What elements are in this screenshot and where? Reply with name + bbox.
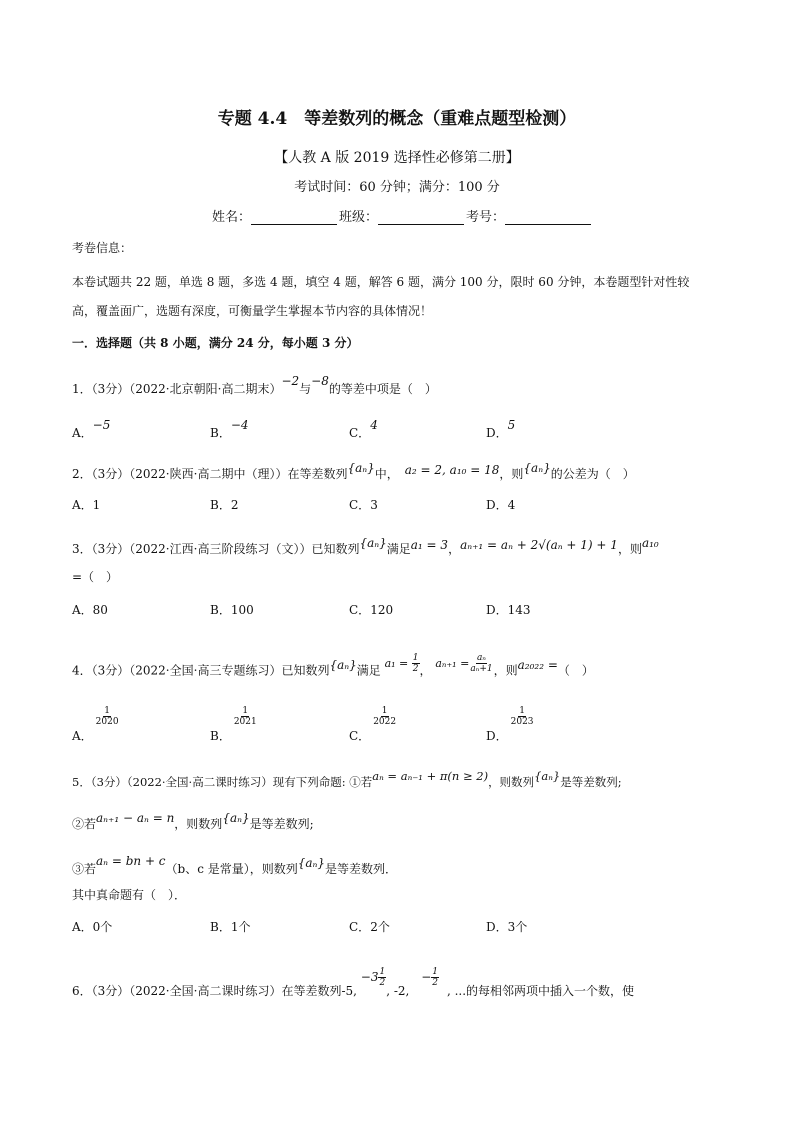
option-frac <box>372 706 397 727</box>
frac-den: aₙ+1 <box>470 664 493 674</box>
option-label: A． <box>72 426 93 440</box>
frac-den: 2 <box>412 664 419 674</box>
option-label: C． <box>349 729 371 743</box>
option-value: 100 <box>230 603 254 617</box>
q1-option-a[interactable] <box>72 418 111 441</box>
option-value: 3 <box>370 498 378 512</box>
q6-sign: − <box>421 970 432 984</box>
q4-cond-2 <box>435 653 493 674</box>
q5-option-d[interactable] <box>486 918 527 935</box>
q5-l2-a: ②若 <box>72 817 97 831</box>
frac-den: 2023 <box>510 717 534 727</box>
q1-option-b[interactable] <box>210 418 249 441</box>
q3-option-a[interactable] <box>72 601 108 618</box>
option-value: 120 <box>370 603 394 617</box>
frac-num: 1 <box>242 706 249 716</box>
option-label: D． <box>486 603 508 617</box>
q5-line-2 <box>72 811 314 833</box>
q4-text-4: （ ） <box>557 663 594 678</box>
option-frac <box>510 706 535 727</box>
frac-num: 1 <box>379 967 386 977</box>
q5-seq: {aₙ} <box>534 769 561 783</box>
edition-subtitle: 【人教 A 版 2019 选择性必修第二册】 <box>274 150 520 166</box>
q4-option-a[interactable] <box>72 706 120 743</box>
q6-frac-1 <box>378 967 386 988</box>
option-label: B． <box>210 426 231 440</box>
q5-l3-a: ③若 <box>72 862 97 876</box>
q3-cond-2: aₙ₊₁ = aₙ + 2√(aₙ + 1) + 1 <box>460 538 618 552</box>
q2-condition: a₂ = 2, a₁₀ = 18 <box>404 463 500 477</box>
q1-math-1: −2 <box>281 374 300 388</box>
q5-l3-b: （b、c 是常量），则数列 <box>165 862 298 876</box>
q5-seq-2: {aₙ} <box>222 811 250 825</box>
student-info-row <box>212 206 593 225</box>
q2-text-1: 中， <box>374 467 399 481</box>
q2-option-d[interactable] <box>486 496 515 513</box>
frac-num: 1 <box>432 967 438 977</box>
option-value: 1 <box>92 498 101 512</box>
option-label: D． <box>486 920 508 934</box>
option-value: 80 <box>92 603 108 617</box>
option-value: 143 <box>507 603 531 617</box>
q2-seq: {aₙ} <box>347 461 375 475</box>
q5-cond-2: aₙ₊₁ − aₙ = n <box>96 811 175 825</box>
q4-text-2: ， <box>419 663 432 678</box>
q5-seq-3: {aₙ} <box>297 856 326 870</box>
q2-stem: 2．（3分）（2022·陕西·高二期中（理））在等差数列 <box>72 467 348 481</box>
q4-stem: 4．（3分）（2022·全国·高三专题练习）已知数列 <box>72 663 330 678</box>
frac-den: 2 <box>432 978 438 988</box>
q4-cond-1 <box>384 653 420 674</box>
page-title: 专题 4.4 等差数列的概念（重难点题型检测） <box>217 109 577 129</box>
q1-option-d[interactable] <box>486 418 516 441</box>
q5-l2-c: 是等差数列; <box>249 817 314 831</box>
q6-negative-fraction <box>421 967 439 988</box>
question-2 <box>72 461 635 483</box>
option-label: A． <box>72 603 93 617</box>
frac-num: aₙ <box>476 653 486 663</box>
q3-cond-1: a₁ = 3 <box>410 538 449 552</box>
option-label: B． <box>210 603 231 617</box>
question-1 <box>72 374 437 398</box>
option-value: 5 <box>507 418 516 432</box>
q4-cond-2-left: aₙ₊₁ = <box>435 656 470 670</box>
q3-option-b[interactable] <box>210 601 254 618</box>
q5-cond-1: aₙ = aₙ₋₁ + π(n ≥ 2) <box>372 769 489 783</box>
q6-text-1: , -2, <box>386 984 410 998</box>
q4-text-3: ，则 <box>493 663 518 678</box>
q2-option-c[interactable] <box>349 496 378 513</box>
q5-option-b[interactable] <box>210 918 250 935</box>
option-label: C． <box>349 426 371 440</box>
frac-num: 1 <box>104 706 110 716</box>
q3-line-2: =（ ） <box>72 570 119 584</box>
info-line-1: 本卷试题共 22 题，单选 8 题，多选 4 题，填空 4 题，解答 6 题，满分 100 分，限时 60 分钟，本卷题型针对性较 <box>72 275 690 289</box>
option-label: C． <box>349 920 371 934</box>
info-line-2: 高，覆盖面广，选题有深度，可衡量学生掌握本节内容的具体情况！ <box>72 304 433 318</box>
frac-den: 2 <box>379 978 386 988</box>
class-label: 班级： <box>339 210 379 225</box>
q5-text-2: 是等差数列; <box>560 775 622 789</box>
option-value: 0个 <box>92 920 113 934</box>
option-value: 4 <box>370 418 378 432</box>
q1-option-c[interactable] <box>349 418 378 441</box>
q4-seq: {aₙ} <box>329 657 357 672</box>
option-label: D． <box>486 729 508 743</box>
q4-option-b[interactable] <box>210 706 258 743</box>
option-label: D． <box>486 498 508 512</box>
q6-frac-2 <box>431 967 439 988</box>
q5-l3-c: 是等差数列． <box>325 862 398 876</box>
class-field[interactable] <box>378 208 464 225</box>
frac-num: 1 <box>381 706 388 716</box>
q4-cond-3: a₂₀₂₂ = <box>517 657 558 672</box>
q5-stem: 5．（3分）（2022·全国·高二课时练习）现有下列命题: ①若 <box>72 775 373 789</box>
info-heading: 考卷信息： <box>72 241 133 255</box>
q4-cond-2-frac <box>469 653 493 674</box>
q5-text-1: ，则数列 <box>488 775 535 789</box>
q1-stem: 1．（3分）（2022·北京朝阳·高二期末） <box>72 382 282 396</box>
q2-option-b[interactable] <box>210 496 238 513</box>
frac-den: 2020 <box>95 717 119 727</box>
option-label: A． <box>72 729 93 743</box>
q5-option-c[interactable] <box>349 918 390 935</box>
q6-mixed-number <box>360 967 386 988</box>
option-value: −4 <box>230 418 249 432</box>
q6-whole: −3 <box>360 970 379 984</box>
option-value: 1个 <box>230 920 251 934</box>
q1-math-2: −8 <box>311 374 329 388</box>
option-value: 2个 <box>370 920 390 934</box>
q4-cond-1-left: a₁ = <box>384 656 409 670</box>
option-frac <box>95 706 120 727</box>
number-field[interactable] <box>505 208 591 225</box>
q4-text-1: 满足 <box>356 663 381 678</box>
option-label: A． <box>72 498 93 512</box>
option-label: D． <box>486 426 508 440</box>
q2-seq-2: {aₙ} <box>523 461 551 475</box>
q5-line-3 <box>72 854 398 878</box>
q3-option-d[interactable] <box>486 601 531 618</box>
option-label: B． <box>210 498 231 512</box>
frac-num: 1 <box>412 653 419 663</box>
frac-den: 2022 <box>373 717 397 727</box>
frac-den: 2021 <box>233 717 257 727</box>
q3-text-2: ， <box>448 542 461 556</box>
q4-cond-1-frac <box>412 653 420 674</box>
number-label: 考号： <box>466 210 506 225</box>
option-label: C． <box>349 603 371 617</box>
exam-info: 考试时间：60 分钟；满分：100 分 <box>294 180 500 195</box>
option-label: A． <box>72 920 93 934</box>
q5-option-a[interactable] <box>72 918 112 935</box>
option-label: B． <box>210 729 231 743</box>
q1-text-1: 与 <box>299 382 312 396</box>
q2-option-a[interactable] <box>72 496 100 513</box>
q3-seq: {aₙ} <box>359 536 387 550</box>
q2-text-2: ，则 <box>499 467 524 481</box>
q3-cond-3: a₁₀ <box>641 536 659 550</box>
q4-option-c[interactable] <box>349 706 397 743</box>
option-label: B． <box>210 920 231 934</box>
option-value: −5 <box>92 418 111 432</box>
q3-text-3: ，则 <box>617 542 642 556</box>
q6-stem: 6．（3分）（2022·全国·高二课时练习）在等差数列-5, <box>72 984 357 998</box>
q1-text-2: 的等差中项是（ ） <box>328 382 437 396</box>
q5-l2-b: ，则数列 <box>174 817 223 831</box>
question-6 <box>72 967 635 1002</box>
question-4 <box>72 653 594 682</box>
q3-text-1: 满足 <box>386 542 411 556</box>
q4-option-d[interactable] <box>486 706 535 743</box>
q5-cond-3: aₙ = bn + c <box>96 854 166 868</box>
q6-text-2: , ...的每相邻两项中插入一个数，使 <box>446 984 635 998</box>
section-heading: 一．选择题（共 8 小题，满分 24 分，每小题 3 分） <box>72 336 359 350</box>
name-field[interactable] <box>251 208 337 225</box>
q3-option-c[interactable] <box>349 601 393 618</box>
question-3 <box>72 536 659 558</box>
option-label: C． <box>349 498 371 512</box>
q2-text-3: 的公差为（ ） <box>550 467 635 481</box>
question-5 <box>72 769 622 791</box>
option-value: 3个 <box>507 920 528 934</box>
q5-line-4: 其中真命题有（ ）． <box>72 888 187 902</box>
option-value: 4 <box>507 498 516 512</box>
q3-stem: 3．（3分）（2022·江西·高三阶段练习（文））已知数列 <box>72 542 360 556</box>
name-label: 姓名： <box>212 210 252 225</box>
option-frac <box>233 706 258 727</box>
frac-num: 1 <box>519 706 525 716</box>
option-value: 2 <box>230 498 239 512</box>
